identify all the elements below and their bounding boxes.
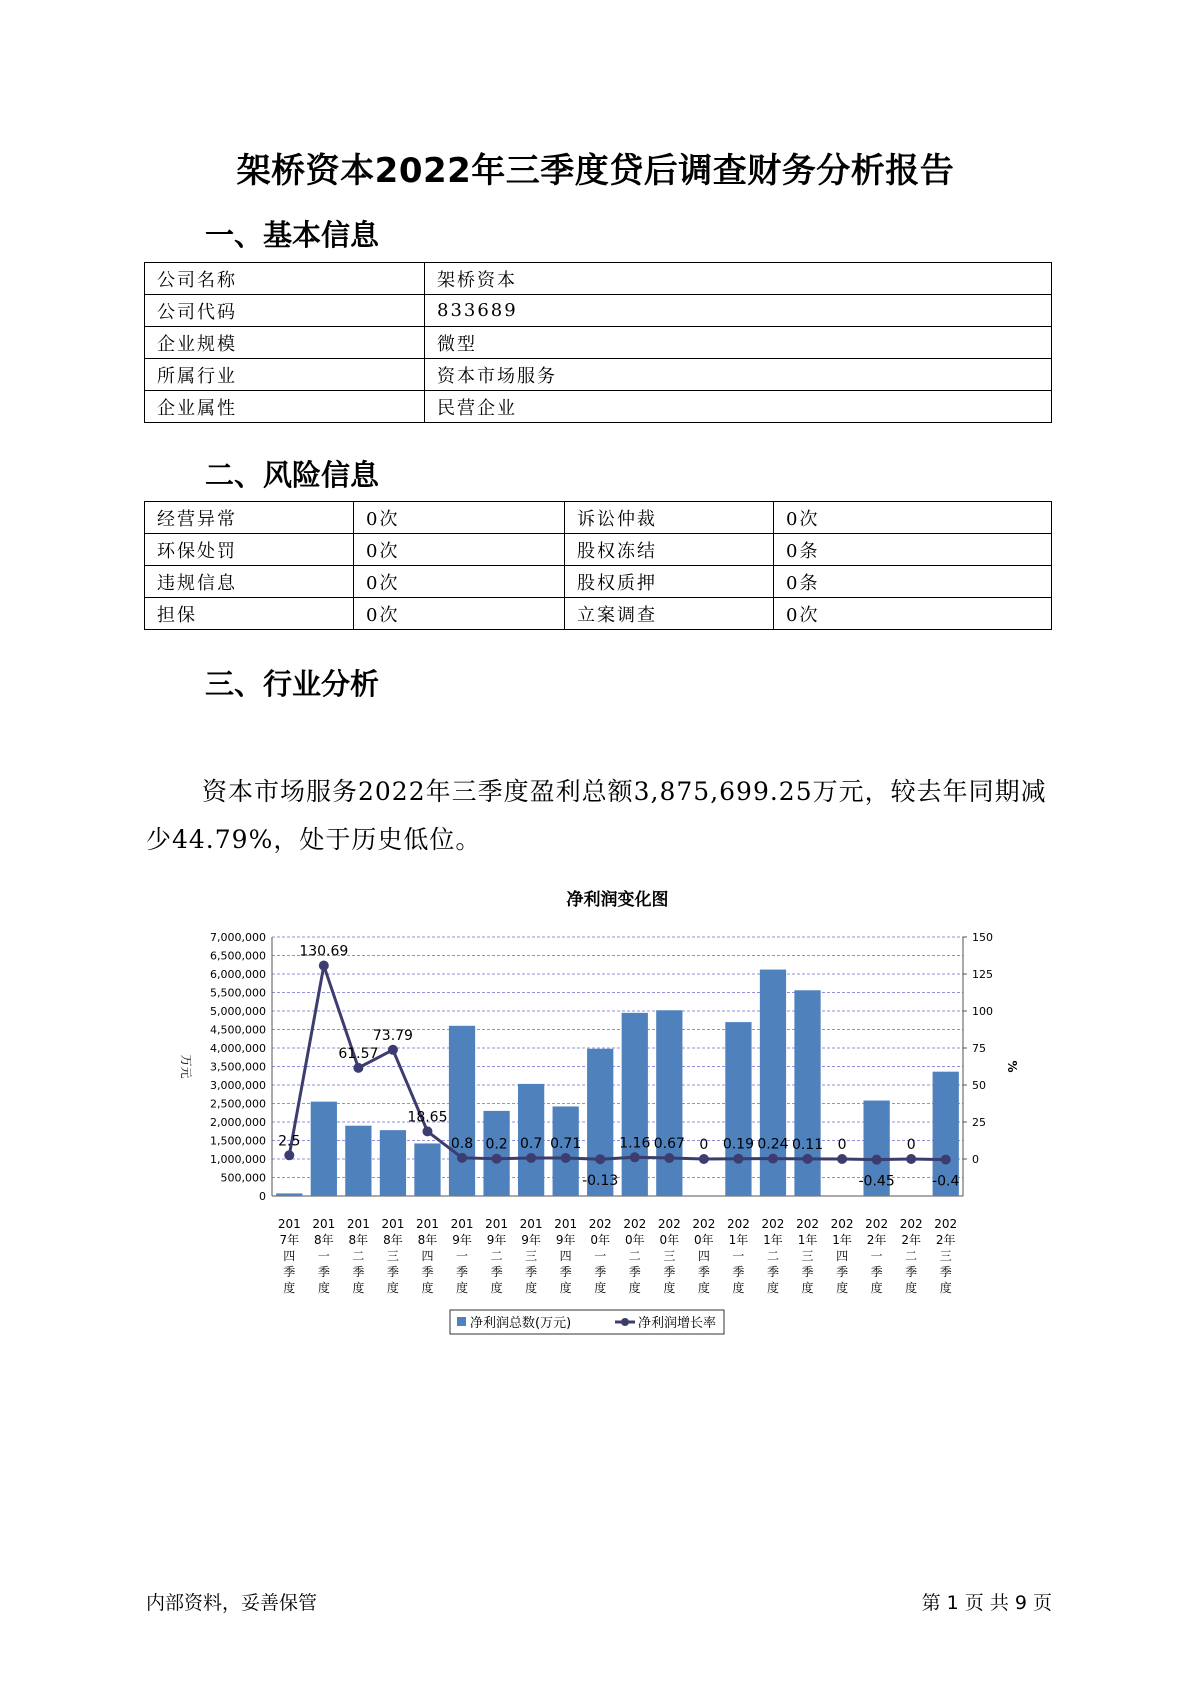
growth-data-label: 61.57 [338,1045,379,1062]
x-tick-label: 202 [830,1217,854,1231]
x-tick-label: 201 [519,1217,543,1231]
growth-data-label: 1.16 [619,1135,651,1152]
section-heading-risk: 二、风险信息 [205,458,380,492]
x-tick-label: 度 [870,1281,883,1295]
risk-label: 立案调查 [565,598,774,630]
info-value: 架桥资本 [425,263,1052,295]
risk-value: 0次 [774,502,1052,534]
bar-12 [656,1010,682,1196]
growth-data-label: 0.19 [722,1136,755,1153]
y2-tick-label: 25 [972,1116,986,1129]
x-tick-label: 度 [525,1281,538,1295]
risk-info-table [144,501,1052,630]
info-value: 民营企业 [425,391,1052,423]
risk-label: 违规信息 [145,566,354,598]
x-tick-label: 9年 [521,1233,541,1247]
x-tick-label: 二 [905,1249,918,1263]
x-tick-label: 四 [421,1249,434,1263]
risk-label: 股权冻结 [565,534,774,566]
x-tick-label: 1年 [763,1233,783,1247]
growth-point-17 [837,1154,847,1164]
y-tick-label: 2,500,000 [210,1097,266,1111]
x-tick-label: 1年 [728,1233,749,1247]
bar-11 [622,1013,648,1196]
growth-data-label: 0 [699,1137,709,1153]
x-tick-label: 季 [490,1265,503,1279]
chart-title: 净利润变化图 [566,890,669,910]
x-tick-label: 季 [386,1265,399,1279]
y-tick-label: 7,000,000 [210,931,266,944]
x-tick-label: 三 [663,1249,676,1263]
x-tick-label: 1年 [797,1233,818,1247]
x-tick-label: 9年 [486,1233,507,1247]
x-tick-label: 201 [312,1217,336,1231]
y2-tick-label: 0 [972,1153,979,1166]
bar-3 [345,1126,371,1196]
bar-14 [725,1022,751,1196]
x-tick-label: 201 [277,1217,301,1231]
growth-point-15 [768,1154,778,1164]
x-tick-label: 三 [939,1249,952,1263]
bar-4 [380,1130,406,1196]
y-tick-label: 2,000,000 [210,1116,266,1129]
x-tick-label: 8年 [348,1233,369,1247]
net-profit-chart [160,880,1020,1360]
growth-point-5 [422,1126,432,1136]
growth-data-label: 130.69 [299,943,349,960]
y2-tick-label: 125 [972,968,993,981]
x-tick-label: 202 [588,1217,612,1231]
x-tick-label: 度 [421,1281,434,1295]
x-tick-label: 度 [697,1281,710,1295]
x-tick-label: 季 [801,1265,814,1279]
y2-tick-label: 150 [972,931,993,944]
x-tick-label: 201 [346,1217,370,1231]
x-tick-label: 1年 [832,1233,852,1247]
x-tick-label: 一 [732,1249,745,1263]
growth-data-label: 0.7 [519,1135,543,1152]
x-tick-label: 度 [801,1281,814,1295]
x-tick-label: 季 [836,1265,849,1279]
x-tick-label: 季 [697,1265,710,1279]
x-tick-label: 度 [559,1281,572,1295]
table-row [145,598,1052,630]
x-tick-label: 8年 [314,1233,334,1247]
x-tick-label: 四 [697,1249,710,1263]
growth-point-18 [872,1155,882,1165]
x-tick-label: 二 [352,1249,365,1263]
x-tick-label: 度 [766,1281,779,1295]
x-tick-label: 202 [796,1217,819,1231]
info-label: 企业规模 [145,327,425,359]
x-tick-label: 2年 [866,1233,887,1247]
x-tick-label: 202 [657,1217,681,1231]
risk-label: 经营异常 [145,502,354,534]
x-tick-label: 季 [421,1265,434,1279]
x-tick-label: 度 [732,1281,745,1295]
growth-data-label: 0.67 [653,1136,685,1153]
growth-point-8 [526,1153,536,1163]
growth-point-1 [284,1150,294,1160]
y2-tick-label: 100 [972,1005,993,1018]
growth-point-6 [457,1153,467,1163]
info-value: 资本市场服务 [425,359,1052,391]
growth-point-7 [492,1154,502,1164]
y-tick-label: 3,500,000 [210,1060,266,1074]
growth-data-label: -0.4 [932,1173,960,1190]
x-tick-label: 度 [352,1281,365,1295]
growth-point-3 [353,1063,363,1073]
industry-analysis-text: 资本市场服务2022年三季度盈利总额3,875,699.25万元，较去年同期减少44.79%，处于历史低位。 [146,777,1047,854]
growth-point-20 [941,1155,951,1165]
growth-data-label: 0.11 [791,1136,824,1153]
x-tick-label: 度 [283,1281,296,1295]
x-tick-label: 度 [594,1281,607,1295]
x-tick-label: 一 [870,1249,883,1263]
x-tick-label: 201 [416,1217,439,1231]
risk-label: 环保处罚 [145,534,354,566]
x-tick-label: 202 [623,1217,647,1231]
table-row [145,295,1052,327]
x-tick-label: 8年 [383,1233,403,1247]
risk-label: 股权质押 [565,566,774,598]
x-tick-label: 季 [283,1265,296,1279]
y-tick-label: 500,000 [220,1171,266,1185]
info-label: 公司名称 [145,263,425,295]
legend-line-marker [621,1318,629,1326]
info-label: 企业属性 [145,391,425,423]
x-tick-label: 202 [761,1217,785,1231]
y-tick-label: 4,500,000 [210,1023,266,1037]
x-tick-label: 9年 [452,1233,472,1247]
risk-value: 0次 [354,566,565,598]
x-tick-label: 202 [865,1217,889,1231]
x-tick-label: 季 [559,1265,572,1279]
x-tick-label: 季 [870,1265,883,1279]
legend-line-label: 净利润增长率 [638,1316,717,1331]
risk-value: 0次 [354,502,565,534]
x-tick-label: 三 [525,1249,538,1263]
table-row [145,327,1052,359]
x-tick-label: 202 [692,1217,716,1231]
table-row [145,391,1052,423]
growth-data-label: -0.45 [858,1173,895,1190]
y-tick-label: 6,000,000 [210,968,266,981]
y-axis-label: 万元 [179,1054,193,1079]
footer-confidential: 内部资料，妥善保管 [146,1592,318,1614]
x-tick-label: 一 [456,1249,469,1263]
x-tick-label: 季 [525,1265,538,1279]
legend-bar-swatch [457,1317,466,1326]
x-tick-label: 一 [317,1249,330,1263]
y-tick-label: 0 [259,1190,266,1203]
growth-point-4 [388,1045,398,1055]
info-value: 微型 [425,327,1052,359]
growth-point-19 [906,1154,916,1164]
bar-5 [414,1143,440,1196]
x-tick-label: 度 [456,1281,469,1295]
y-tick-label: 1,500,000 [210,1134,266,1148]
x-tick-label: 度 [663,1281,676,1295]
x-tick-label: 2年 [935,1233,956,1247]
x-tick-label: 202 [726,1217,750,1231]
section-heading-industry: 三、行业分析 [205,667,380,701]
x-tick-label: 0年 [590,1233,611,1247]
footer-page-number: 第 1 页 共 9 页 [921,1592,1052,1614]
growth-data-label: 0.8 [450,1135,474,1152]
x-tick-label: 四 [836,1249,849,1263]
growth-point-2 [319,961,329,971]
bar-6 [449,1026,475,1196]
risk-value: 0次 [354,598,565,630]
info-value: 833689 [425,295,1052,327]
x-tick-label: 度 [836,1281,849,1295]
x-tick-label: 0年 [624,1233,645,1247]
x-tick-label: 度 [317,1281,330,1295]
x-tick-label: 度 [939,1281,952,1295]
x-tick-label: 度 [490,1281,503,1295]
x-tick-label: 季 [594,1265,607,1279]
growth-point-9 [561,1153,571,1163]
risk-label: 担保 [145,598,354,630]
x-tick-label: 四 [283,1249,296,1263]
x-tick-label: 三 [801,1249,814,1263]
growth-data-label: 0.71 [550,1135,582,1152]
x-tick-label: 0年 [659,1233,680,1247]
report-title: 架桥资本2022年三季度贷后调查财务分析报告 [236,151,955,191]
info-label: 公司代码 [145,295,425,327]
x-tick-label: 季 [766,1265,779,1279]
y-tick-label: 4,000,000 [210,1042,266,1055]
table-row [145,359,1052,391]
growth-point-14 [733,1154,743,1164]
x-tick-label: 度 [386,1281,399,1295]
y2-tick-label: 50 [972,1079,986,1092]
growth-data-label: 0 [906,1137,916,1153]
x-tick-label: 9年 [555,1233,576,1247]
y-tick-label: 5,000,000 [210,1005,266,1018]
basic-info-table [144,262,1052,423]
bar-1 [276,1193,302,1196]
x-tick-label: 201 [381,1217,405,1231]
x-tick-label: 季 [352,1265,365,1279]
table-row [145,534,1052,566]
x-tick-label: 202 [899,1217,923,1231]
x-tick-label: 季 [732,1265,745,1279]
bar-2 [311,1102,337,1196]
y2-axis-label: % [1005,1060,1019,1073]
x-tick-label: 201 [450,1217,474,1231]
table-row [145,502,1052,534]
x-tick-label: 度 [905,1281,918,1295]
x-tick-label: 7年 [279,1233,300,1247]
growth-data-label: 18.65 [407,1109,448,1126]
growth-point-11 [630,1152,640,1162]
risk-value: 0条 [774,534,1052,566]
risk-value: 0次 [354,534,565,566]
growth-data-label: 0 [837,1137,847,1153]
x-tick-label: 季 [939,1265,952,1279]
risk-value: 0次 [774,598,1052,630]
section-heading-basic: 一、基本信息 [205,218,380,252]
x-tick-label: 0年 [694,1233,714,1247]
x-tick-label: 8年 [417,1233,438,1247]
y-tick-label: 1,000,000 [210,1153,266,1166]
x-tick-label: 度 [628,1281,641,1295]
x-tick-label: 四 [559,1249,572,1263]
info-label: 所属行业 [145,359,425,391]
growth-data-label: 2.5 [278,1133,301,1150]
x-tick-label: 季 [456,1265,469,1279]
x-tick-label: 季 [317,1265,330,1279]
x-tick-label: 季 [905,1265,918,1279]
growth-data-label: 0.24 [757,1136,789,1153]
growth-data-label: 73.79 [372,1027,413,1044]
growth-point-12 [664,1153,674,1163]
growth-data-label: -0.13 [582,1173,619,1190]
risk-label: 诉讼仲裁 [565,502,774,534]
x-tick-label: 2年 [901,1233,921,1247]
x-tick-label: 201 [485,1217,509,1231]
legend-bar-label: 净利润总数(万元) [470,1316,572,1331]
table-row [145,566,1052,598]
x-tick-label: 二 [628,1249,641,1263]
x-tick-label: 三 [386,1249,399,1263]
growth-data-label: 0.2 [485,1136,508,1153]
x-tick-label: 季 [663,1265,676,1279]
y-tick-label: 6,500,000 [210,949,266,963]
x-tick-label: 一 [594,1249,607,1263]
risk-value: 0条 [774,566,1052,598]
growth-point-13 [699,1154,709,1164]
growth-point-10 [595,1154,605,1164]
x-tick-label: 201 [554,1217,578,1231]
x-tick-label: 季 [628,1265,641,1279]
x-tick-label: 二 [490,1249,503,1263]
x-tick-label: 二 [766,1249,779,1263]
y-tick-label: 3,000,000 [210,1079,266,1092]
table-row [145,263,1052,295]
y2-tick-label: 75 [972,1042,986,1055]
x-tick-label: 202 [934,1217,958,1231]
bar-16 [794,990,820,1196]
growth-point-16 [803,1154,813,1164]
y-tick-label: 5,500,000 [210,986,266,1000]
bar-7 [483,1111,509,1196]
